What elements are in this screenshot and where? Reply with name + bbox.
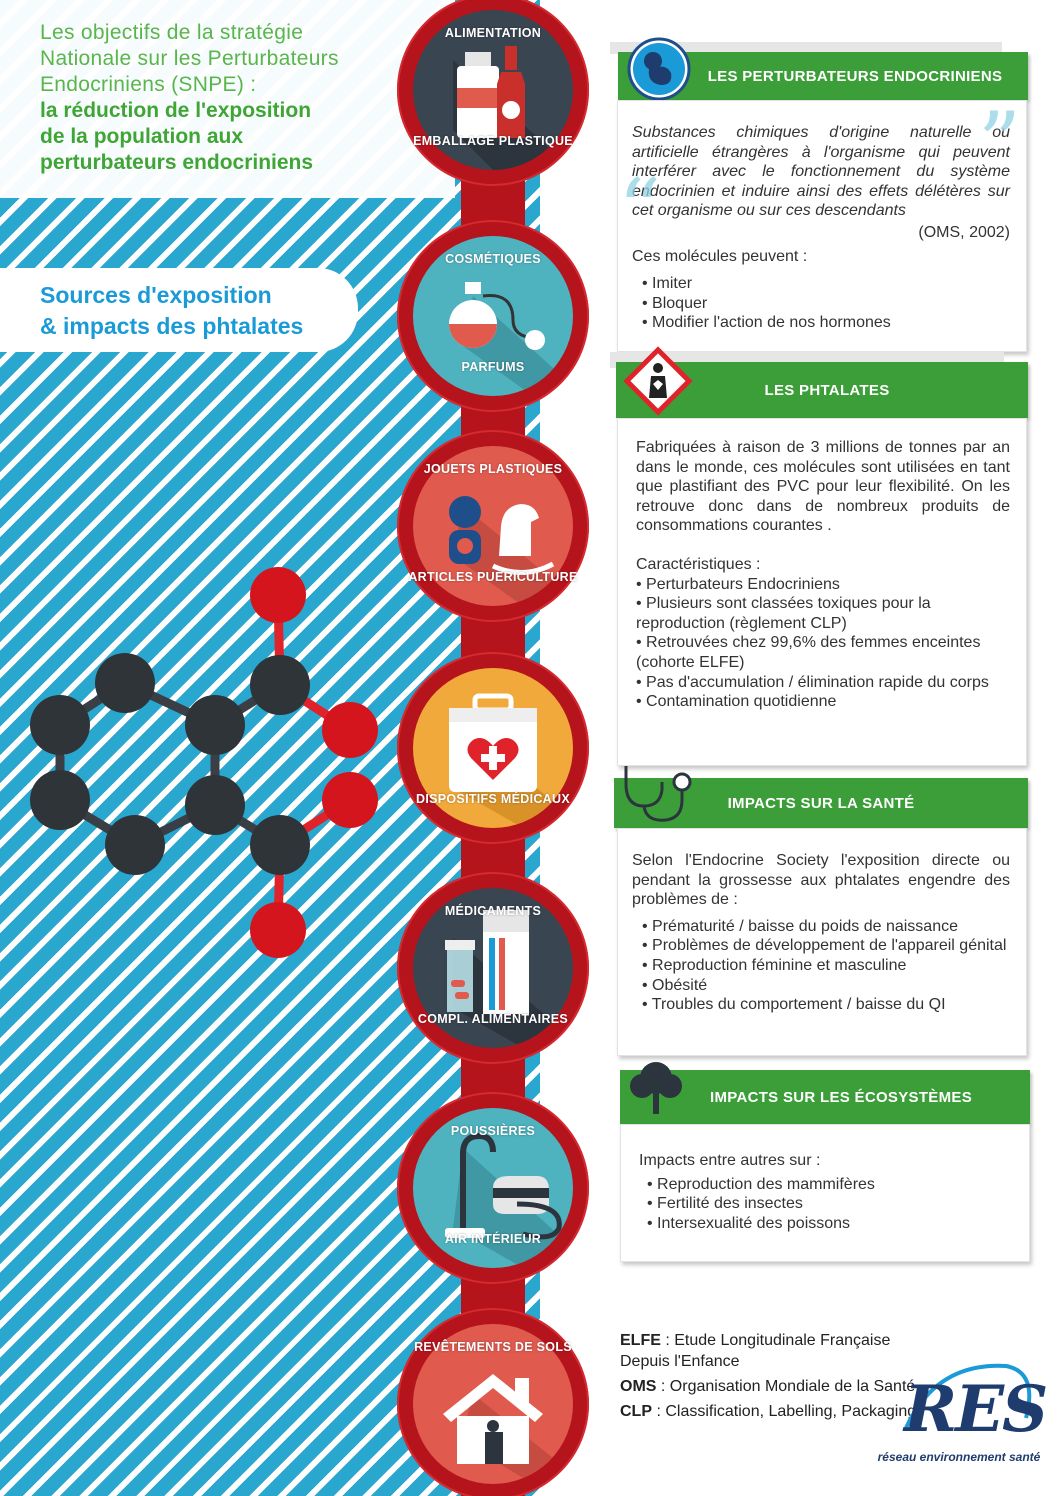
source-label-bottom: EMBALLAGE PLASTIQUE [413, 134, 573, 148]
sante-body [617, 828, 1027, 1056]
source-jouets [397, 430, 589, 622]
source-label-top: ALIMENTATION [444, 26, 542, 40]
source-label-top: JOUETS PLASTIQUES [423, 462, 563, 476]
pe-source: (OMS, 2002) [918, 223, 1010, 241]
source-label-bottom: PARFUMS [461, 360, 525, 374]
title-line-2: Nationale sur les Perturbateurs [40, 47, 339, 70]
pe-item: • Imiter [642, 275, 693, 293]
subtitle-line-1: Sources d'exposition [40, 282, 272, 308]
phtalates-item: • Contamination quotidienne [636, 693, 837, 711]
eco-title: IMPACTS SUR LES ÉCOSYSTÈMES [709, 1088, 973, 1106]
pe-quote: Substances chimiques d'origine naturelle ou artificielle étrangères à l'organisme qui peuvent interférer avec le fonctionnement du système endocrinien et induire ainsi des effets délétères sur cet organisme ou sur ces descendants [632, 124, 1010, 220]
phtalates-item: • Plusieurs sont classées toxiques pour la reproduction (règlement CLP) [636, 595, 931, 632]
eco-item: • Reproduction des mammifères [647, 1175, 875, 1193]
source-revetements [397, 1308, 589, 1496]
source-label-top: POUSSIÈRES [450, 1124, 536, 1138]
quote-close-icon [978, 108, 1038, 168]
pe-title: LES PERTURBATEURS ENDOCRINIENS [707, 67, 1003, 85]
source-label-bottom: ARTICLES PUÉRICULTURE [408, 570, 578, 584]
phtalates-title: LES PHTALATES [764, 381, 890, 399]
sante-item: • Troubles du comportement / baisse du QI [642, 996, 946, 1014]
title-line-1: Les objectifs de la stratégie [40, 21, 304, 44]
source-label-top: MÉDICAMENTS [444, 904, 542, 918]
fetus-icon [627, 37, 691, 101]
source-label-top: REVÊTEMENTS DE SOLS [414, 1340, 572, 1354]
source-label-bottom: DISPOSITIFS MÉDICAUX [416, 792, 570, 806]
sante-item: • Problèmes de développement de l'appareil génital [642, 937, 1007, 955]
eco-item: • Intersexualité des poissons [647, 1214, 851, 1232]
source-dispositifs [397, 652, 589, 844]
eco-item: • Fertilité des insectes [647, 1195, 803, 1213]
sante-title: IMPACTS SUR LA SANTÉ [727, 794, 915, 812]
pe-intro: Ces molécules peuvent : [632, 247, 808, 265]
source-label-bottom: AIR INTÉRIEUR [444, 1232, 542, 1246]
subtitle-line-2: & impacts des phtalates [40, 313, 304, 339]
sante-intro: Selon l'Endocrine Society l'exposition directe ou pendant la grossesse aux phtalates engendre des problèmes de : [632, 852, 1010, 909]
stethoscope-icon [616, 760, 700, 826]
source-label-top: COSMÉTIQUES [445, 252, 541, 266]
sante-item: • Obésité [642, 976, 708, 994]
source-medicaments [397, 872, 589, 1064]
def-elfe: ELFE : Etude Longitudinale Française Depuis l'Enfance [620, 1332, 891, 1370]
phthalate-molecule-illustration [10, 555, 400, 975]
source-alimentation [397, 0, 589, 186]
phtalates-text: Fabriquées à raison de 3 millions de tonnes par an dans le monde, ces molécules sont utilisées en tant que plastifiant des PVC pour leur flexibilité. On les retrouve donc dans de nombreux produits de consommations courantes . [636, 439, 1010, 535]
sante-item: • Reproduction féminine et masculine [642, 956, 907, 974]
subtitle-box [0, 268, 358, 352]
res-logo-caption: réseau environnement santé [877, 1450, 1041, 1464]
phtalates-item: • Pas d'accumulation / élimination rapide du corps [636, 673, 989, 691]
title-bold-line-1: la réduction de l'exposition [40, 99, 312, 122]
tree-icon [626, 1058, 686, 1118]
phtalates-car-title: Caractéristiques : [636, 555, 761, 573]
health-hazard-icon [623, 346, 693, 416]
phtalates-body [617, 418, 1027, 766]
pe-body [617, 100, 1027, 352]
title-bold-line-3: perturbateurs endocriniens [40, 151, 314, 174]
source-poussieres [397, 1092, 589, 1284]
res-logo [876, 1358, 1047, 1470]
title-bold-line-2: de la population aux [40, 125, 244, 148]
res-logo-letters: RES [904, 1372, 1047, 1447]
title-line-3: Endocriniens (SNPE) : [40, 73, 257, 96]
phtalates-item: • Retrouvées chez 99,6% des femmes enceintes (cohorte ELFE) [636, 634, 981, 671]
def-oms: OMS : Organisation Mondiale de la Santé [620, 1378, 916, 1395]
quote-open-icon [618, 175, 678, 235]
pe-item: • Modifier l'action de nos hormones [642, 314, 891, 332]
eco-intro: Impacts entre autres sur : [639, 1152, 821, 1169]
source-label-bottom: COMPL. ALIMENTAIRES [417, 1012, 569, 1026]
abbreviations [620, 1330, 920, 1426]
svg-text:“: “ [618, 175, 661, 235]
pe-item: • Bloquer [642, 294, 708, 312]
sante-item: • Prématurité / baisse du poids de naissance [642, 917, 958, 935]
eco-body [620, 1124, 1030, 1262]
def-clp: CLP : Classification, Labelling, Packaging [620, 1403, 917, 1420]
source-cosmetiques [397, 220, 589, 412]
phtalates-item: • Perturbateurs Endocriniens [636, 575, 840, 593]
svg-text:”: ” [978, 108, 1021, 168]
